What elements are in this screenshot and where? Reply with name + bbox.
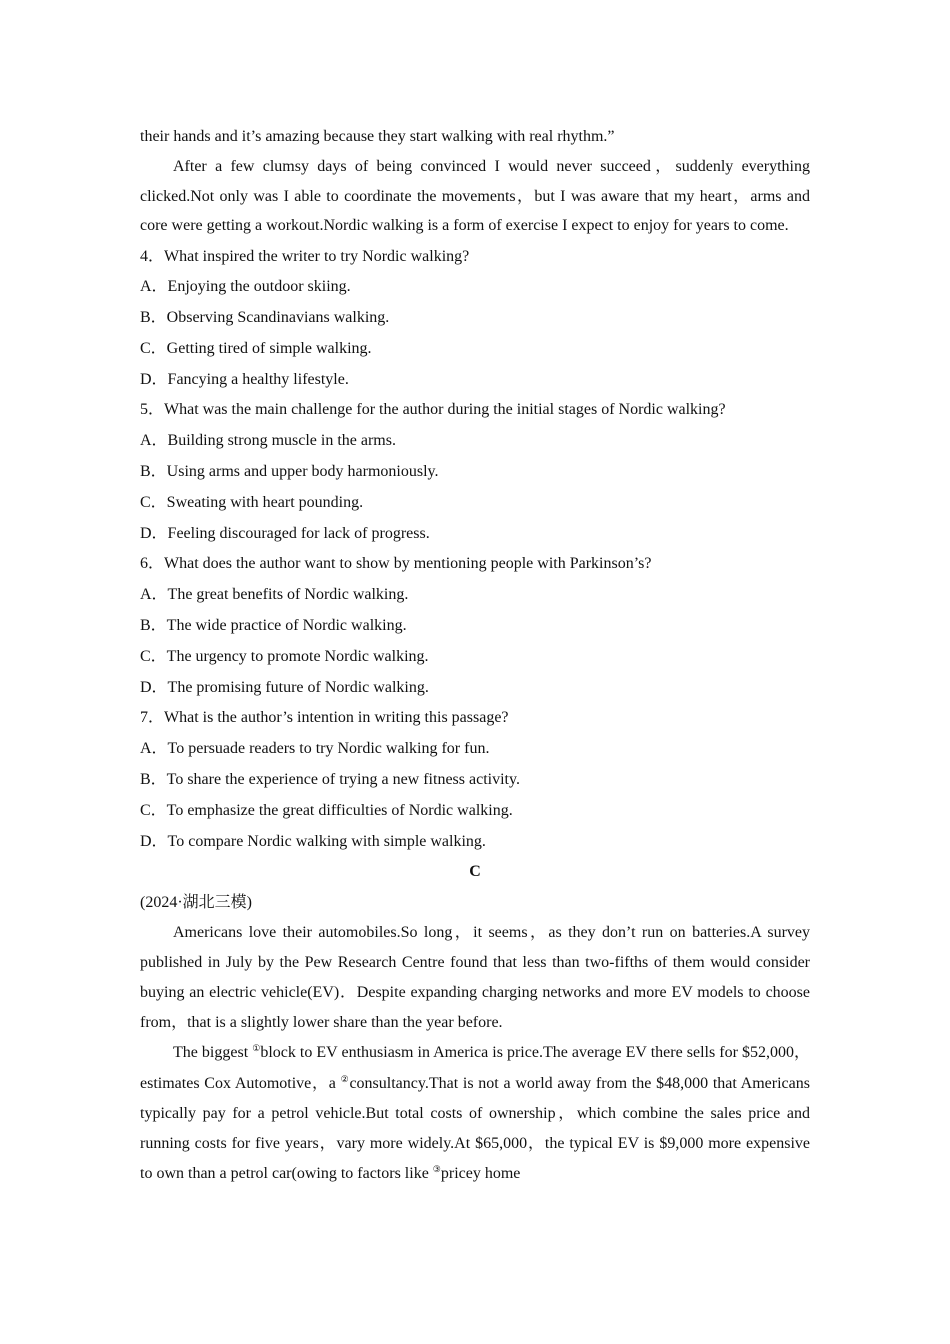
annotation-mark-3: ③ [432,1164,441,1175]
paragraph-text: pricey home [440,1165,521,1183]
option-c: C．To emphasize the great difficulties of Nordic walking. [140,801,513,819]
option-a: A．To persuade readers to try Nordic walking for fun. [140,740,490,758]
option-d: D．To compare Nordic walking with simple walking. [140,832,486,850]
question-stem: 7．What is the author’s intention in writing this passage? [140,709,509,727]
option-c: C．Sweating with heart pounding. [140,493,364,511]
question-5 [140,395,810,549]
option-b: B．To share the experience of trying a new fitness activity. [140,771,520,789]
option-b: B．The wide practice of Nordic walking. [140,617,407,635]
question-stem: 5．What was the main challenge for the author during the initial stages of Nordic walking? [140,401,726,419]
question-stem: 6．What does the author want to show by mentioning people with Parkinson’s? [140,555,652,573]
option-c: C．The urgency to promote Nordic walking. [140,647,429,665]
passage-c-paragraph-1: Americans love their automobiles.So long，it seems，as they don’t run on batteries.A survey published in July by the Pew Research Centre found that less than two-fifths of them would consider buying an electric vehicle(EV)．Despite expanding charging networks and more EV models to choose from，that is a slightly lower share than the year before. [140,924,810,1032]
section-heading: C [469,863,481,881]
option-d: D．The promising future of Nordic walking. [140,678,429,696]
question-6 [140,549,810,703]
option-c: C．Getting tired of simple walking. [140,339,372,357]
passage-c-paragraph-2 [140,1038,810,1189]
paragraph-text: The biggest [173,1044,253,1062]
question-4 [140,242,810,396]
paragraph-text: consultancy.That is not a world away from the $48,000 that Americans typically pay for a petrol vehicle.But total costs of ownership，which combine the sales price and running costs for five years，vary more widely.At $65,000，the typical EV is $9,000 more expensive to own than a petrol car(owing to factors like [140,1074,810,1183]
option-a: A．The great benefits of Nordic walking. [140,586,409,604]
question-7 [140,703,810,857]
passage-b-tail-line: their hands and it’s amazing because they start walking with real rhythm.” [140,128,615,145]
option-a: A．Enjoying the outdoor skiing. [140,278,351,296]
passage-b-last-paragraph: After a few clumsy days of being convinced I would never succeed，suddenly everything clicked.Not only was I able to coordinate the movements，but I was aware that my heart，arms and core were getting a workout.Nordic walking is a form of exercise I expect to enjoy for years to come. [140,158,810,234]
paragraph-text: block to EV enthusiasm in America is price.The average EV there sells for $52,000，estimates Cox Automotive，a [140,1044,810,1092]
document-page [140,122,810,1189]
question-stem: 4．What inspired the writer to try Nordic walking? [140,247,470,265]
option-b: B．Using arms and upper body harmoniously. [140,463,439,481]
passage-source: (2024·湖北三模) [140,894,252,912]
annotation-mark-1: ① [252,1043,261,1054]
annotation-mark-2: ② [340,1073,350,1084]
option-a: A．Building strong muscle in the arms. [140,432,396,450]
option-d: D．Fancying a healthy lifestyle. [140,370,349,388]
option-d: D．Feeling discouraged for lack of progress. [140,524,430,542]
option-b: B．Observing Scandinavians walking. [140,309,390,327]
